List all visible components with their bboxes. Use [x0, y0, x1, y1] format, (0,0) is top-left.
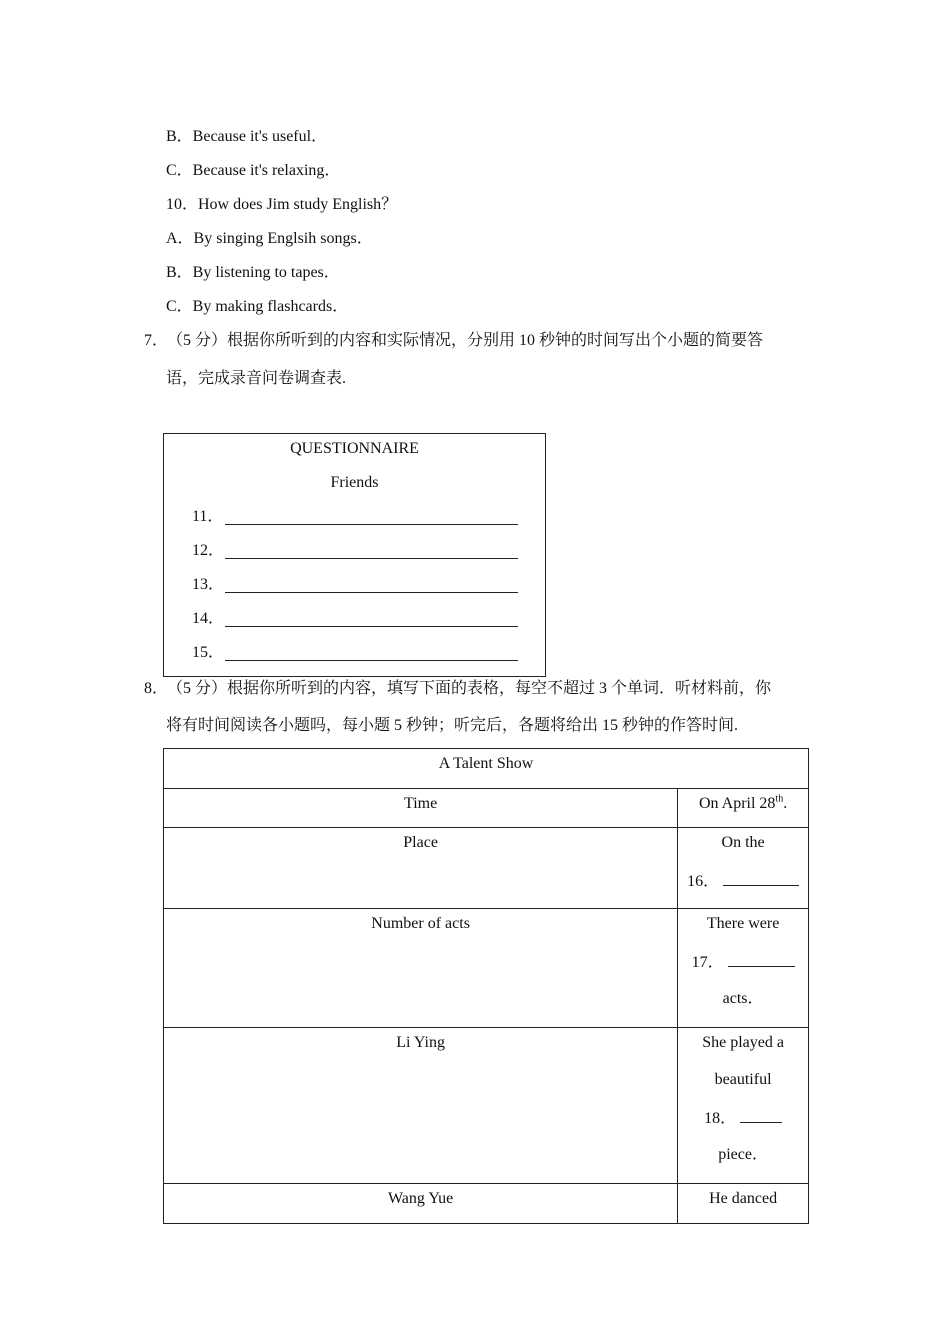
answer-blank[interactable] — [225, 558, 518, 559]
q10-question: 10．How does Jim study English？ — [166, 196, 398, 213]
q10-option-b: B．By listening to tapes． — [166, 264, 340, 281]
item-number: 15． — [192, 644, 225, 661]
questionnaire-item[interactable] — [192, 541, 225, 561]
time-tail: . — [783, 795, 788, 812]
item-number: 14． — [192, 610, 225, 627]
q10-option-a: A．By singing Englsih songs． — [166, 230, 373, 247]
row-label-place: Place — [164, 828, 678, 909]
item-number: 16． — [687, 872, 720, 890]
item-number: 11． — [192, 508, 224, 525]
questionnaire-item[interactable] — [192, 643, 225, 663]
li-ying-line: piece． — [718, 1146, 768, 1163]
row-label-wang-yue: Wang Yue — [164, 1183, 678, 1223]
questionnaire-item[interactable] — [192, 507, 225, 527]
answer-blank[interactable] — [225, 592, 518, 593]
answer-18[interactable] — [678, 1108, 808, 1146]
section7-number: 7． — [144, 332, 169, 349]
questionnaire-box — [163, 433, 546, 677]
acts-line: acts． — [722, 990, 764, 1007]
q9-option-b: B．Because it's useful． — [166, 128, 328, 145]
table-row — [164, 1027, 809, 1183]
questionnaire-subtitle: Friends — [330, 474, 379, 491]
answer-blank[interactable] — [723, 871, 799, 886]
answer-17[interactable] — [678, 952, 808, 990]
time-value: On April 28 — [698, 795, 776, 812]
q10-option-c: C．By making flashcards． — [166, 298, 349, 315]
q9-option-c: C．Because it's relaxing． — [166, 162, 341, 179]
li-ying-line: beautiful — [714, 1071, 772, 1088]
section7-instruction-line2: 语，完成录音问卷调查表. — [166, 370, 347, 387]
row-value-li-ying — [678, 1027, 809, 1183]
row-label-time: Time — [164, 789, 678, 828]
time-suffix: th — [775, 793, 784, 805]
answer-blank[interactable] — [728, 952, 795, 967]
table-row — [164, 1183, 809, 1223]
section8-number: 8． — [144, 680, 169, 697]
row-label-acts: Number of acts — [164, 909, 678, 1028]
row-label-li-ying: Li Ying — [164, 1027, 678, 1183]
table-row — [164, 828, 809, 909]
row-value-acts — [678, 909, 809, 1028]
questionnaire-item[interactable] — [192, 575, 225, 595]
item-number: 18． — [704, 1109, 737, 1127]
answer-16[interactable] — [678, 871, 808, 909]
answer-blank[interactable] — [225, 660, 518, 661]
questionnaire-title: QUESTIONNAIRE — [290, 440, 419, 457]
row-value-wang-yue: He danced — [678, 1183, 809, 1223]
answer-blank[interactable] — [225, 524, 518, 525]
item-number: 13． — [192, 576, 225, 593]
section8-instruction-line1: （5 分）根据你所听到的内容，填写下面的表格，每空不超过 3 个单词．听材料前，你 — [167, 680, 772, 697]
questionnaire-item[interactable] — [192, 609, 225, 629]
li-ying-line: She played a — [702, 1033, 784, 1051]
item-number: 17． — [691, 953, 724, 971]
place-line: On the — [721, 834, 765, 851]
answer-blank[interactable] — [740, 1108, 782, 1123]
row-value-place — [678, 828, 809, 909]
item-number: 12． — [192, 542, 225, 559]
row-value-time — [678, 789, 809, 828]
acts-line: There were — [706, 915, 780, 932]
table-row — [164, 789, 809, 828]
talent-show-table — [163, 748, 809, 1224]
section8-instruction-line2: 将有时间阅读各小题吗，每小题 5 秒钟；听完后，各题将给出 15 秒钟的作答时间. — [166, 717, 739, 734]
table-row — [164, 909, 809, 1028]
answer-blank[interactable] — [225, 626, 518, 627]
section7-instruction-line1: （5 分）根据你所听到的内容和实际情况，分别用 10 秒钟的时间写出个小题的简要答 — [167, 332, 764, 349]
table-title: A Talent Show — [164, 749, 809, 789]
